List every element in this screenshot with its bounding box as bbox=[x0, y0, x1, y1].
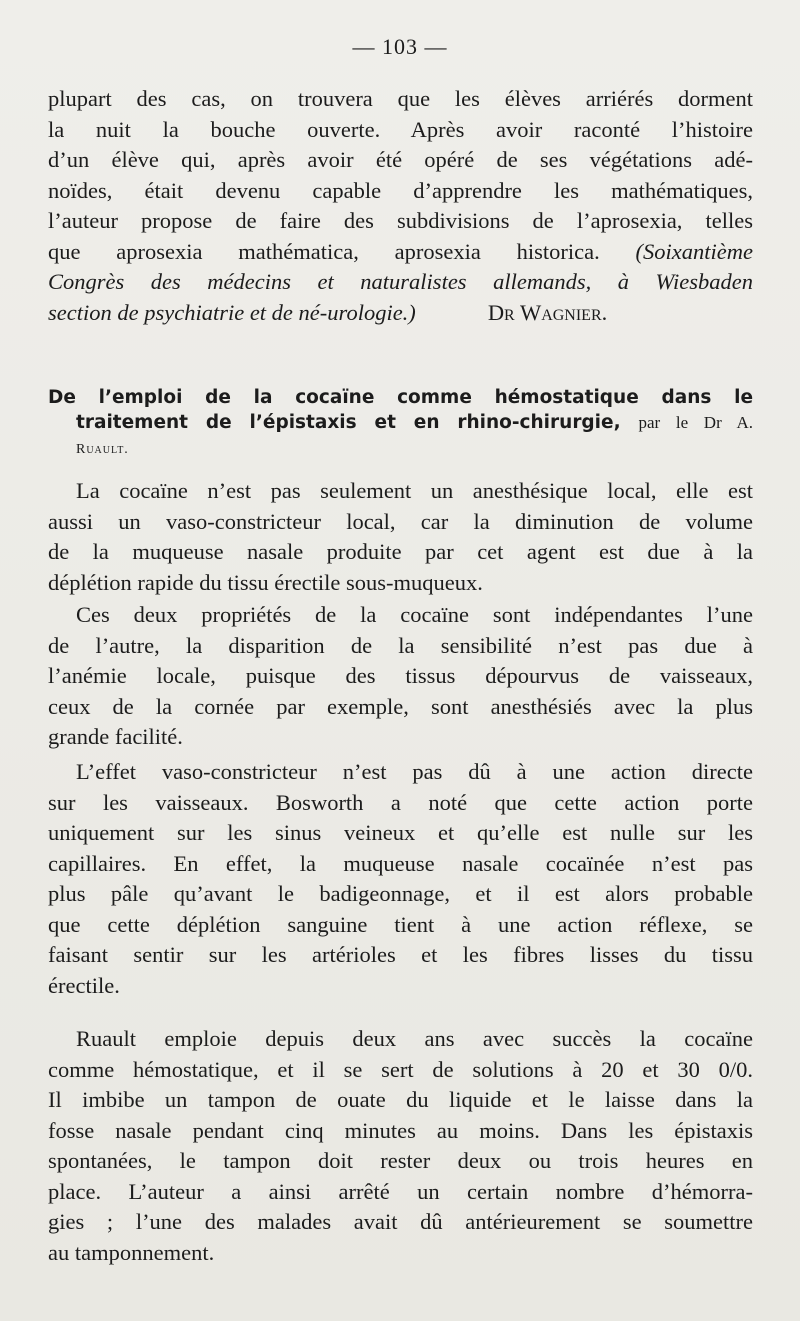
text-line: plus pâle qu’avant le badigeonnage, et il est alors probable bbox=[48, 881, 753, 906]
text-line: au tamponnement. bbox=[48, 1239, 215, 1265]
text-line: Il imbibe un tampon de ouate du liquide et le laisse dans la bbox=[48, 1087, 753, 1112]
author-name: Ruault. bbox=[76, 442, 129, 457]
page-number: — 103 — bbox=[352, 34, 448, 59]
heading-line: De l’emploi de la cocaïne comme hémostatique dans le bbox=[48, 387, 753, 408]
text-line: déplétion rapide du tissu érectile sous-muqueux. bbox=[48, 569, 483, 595]
text-line: la nuit la bouche ouverte. Après avoir raconté l’histoire bbox=[48, 116, 753, 142]
text-line: Ces deux propriétés de la cocaïne sont indépendantes l’une bbox=[76, 602, 753, 627]
paragraph-2 bbox=[48, 600, 753, 753]
citation-line bbox=[48, 298, 753, 329]
heading-text: traitement de l’épistaxis et en rhino-chirurgie, bbox=[76, 412, 621, 433]
text-line: L’effet vaso-constricteur n’est pas dû à une action directe bbox=[76, 759, 753, 784]
heading-author bbox=[48, 435, 753, 460]
article-heading bbox=[48, 385, 753, 460]
citation-line: Congrès des médecins et naturalistes allemands, à Wiesbaden bbox=[48, 269, 753, 294]
paragraph-1 bbox=[48, 476, 753, 598]
text-line: gies ; l’une des malades avait dû antérieurement se soumettre bbox=[48, 1209, 753, 1234]
text-line: spontanées, le tampon doit rester deux ou trois heures en bbox=[48, 1148, 753, 1173]
text-line: l’anémie locale, puisque des tissus dépourvus de vaisseaux, bbox=[48, 663, 753, 688]
text-line: aussi un vaso-constricteur local, car la diminution de volume bbox=[48, 508, 753, 534]
text-line: de la muqueuse nasale produite par cet agent est due à la bbox=[48, 539, 753, 564]
heading-line bbox=[48, 410, 753, 435]
text-line: comme hémostatique, et il se sert de solutions à 20 et 30 0/0. bbox=[48, 1056, 753, 1082]
text-line: érectile. bbox=[48, 972, 120, 998]
text-line: sur les vaisseaux. Bosworth a noté que cette action porte bbox=[48, 789, 753, 815]
text-line: fosse nasale pendant cinq minutes au moins. Dans les épistaxis bbox=[48, 1117, 753, 1143]
text-line: Ruault emploie depuis deux ans avec succès la cocaïne bbox=[76, 1026, 753, 1051]
signature: Dr Wagnier. bbox=[487, 299, 608, 325]
paragraph-4 bbox=[48, 1024, 753, 1268]
text-line: d’un élève qui, après avoir été opéré de ses végétations adé- bbox=[48, 147, 753, 172]
text-line: noïdes, était devenu capable d’apprendre les mathématiques, bbox=[48, 177, 753, 203]
text-line bbox=[48, 237, 753, 268]
text-line: place. L’auteur a ainsi arrêté un certain nombre d’hémorra- bbox=[48, 1178, 753, 1204]
text-line: l’auteur propose de faire des subdivisions de l’aprosexia, telles bbox=[48, 208, 753, 233]
text-line: La cocaïne n’est pas seulement un anesthésique local, elle est bbox=[76, 478, 753, 503]
citation-end: section de psychiatrie et de né-urologie.) bbox=[48, 299, 416, 325]
text-line: uniquement sur les sinus veineux et qu’elle est nulle sur les bbox=[48, 820, 753, 845]
text-line: plupart des cas, on trouvera que les élèves arriérés dorment bbox=[48, 86, 753, 111]
text-line: faisant sentir sur les artérioles et les fibres lisses du tissu bbox=[48, 942, 753, 967]
text-span: que aprosexia mathématica, aprosexia historica. bbox=[48, 238, 600, 264]
text-line: capillaires. En effet, la muqueuse nasale cocaïnée n’est pas bbox=[48, 850, 753, 876]
text-line: que cette déplétion sanguine tient à une action réflexe, se bbox=[48, 911, 753, 937]
text-line: de l’autre, la disparition de la sensibilité n’est pas due à bbox=[48, 632, 753, 658]
text-line: grande facilité. bbox=[48, 724, 183, 749]
citation-start: (Soixantième bbox=[635, 238, 753, 264]
heading-byline: par le Dr A. bbox=[638, 413, 753, 432]
text-line: ceux de la cornée par exemple, sont anesthésiés avec la plus bbox=[48, 693, 753, 719]
continued-paragraph bbox=[48, 84, 753, 328]
paragraph-3 bbox=[48, 757, 753, 1001]
